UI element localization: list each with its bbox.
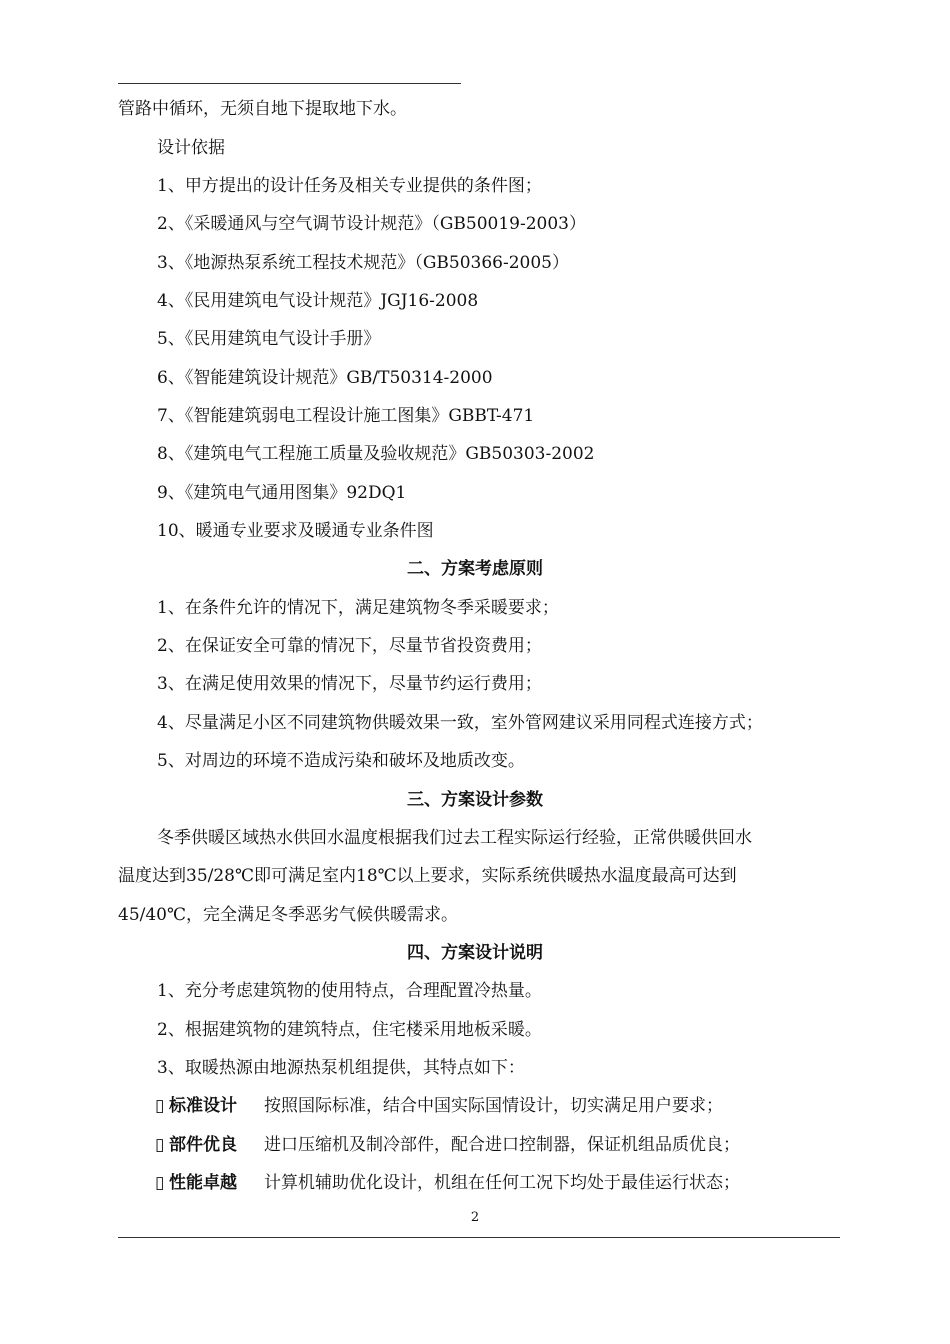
- basis-item: 9、《建筑电气通用图集》92DQ1: [157, 483, 407, 503]
- basis-item: 1、甲方提出的设计任务及相关专业提供的条件图；: [157, 176, 542, 196]
- feature-term: 标准设计: [169, 1096, 237, 1116]
- basis-item: 8、《建筑电气工程施工质量及验收规范》GB50303-2002: [157, 444, 595, 464]
- principle-item: 5、对周边的环境不造成污染和破坏及地质改变。: [157, 751, 525, 771]
- feature-row: [155, 1172, 740, 1194]
- basis-item: 4、《民用建筑电气设计规范》JGJ16-2008: [157, 291, 479, 311]
- parameters-paragraph-line: 45/40℃，完全满足冬季恶劣气候供暖需求。: [118, 905, 459, 925]
- header-rule: [118, 83, 461, 84]
- principle-item: 3、在满足使用效果的情况下，尽量节约运行费用；: [157, 674, 542, 694]
- principle-item: 4、尽量满足小区不同建筑物供暖效果一致，室外管网建议采用同程式连接方式；: [157, 713, 763, 733]
- feature-term: 性能卓越: [169, 1173, 237, 1193]
- page-number: 2: [470, 1210, 480, 1225]
- section-heading-principles: 二、方案考虑原则: [407, 559, 543, 579]
- principle-item: 1、在条件允许的情况下，满足建筑物冬季采暖要求；: [157, 598, 559, 618]
- feature-description: 进口压缩机及制冷部件，配合进口控制器，保证机组品质优良；: [264, 1135, 740, 1155]
- description-item: 3、取暖热源由地源热泵机组提供，其特点如下：: [157, 1058, 525, 1078]
- basis-item: 7、《智能建筑弱电工程设计施工图集》GBBT-471: [157, 406, 535, 426]
- feature-description: 按照国际标准，结合中国实际国情设计，切实满足用户要求；: [264, 1096, 723, 1116]
- footer-rule: [118, 1237, 840, 1238]
- feature-row: [155, 1095, 723, 1117]
- principle-item: 2、在保证安全可靠的情况下，尽量节省投资费用；: [157, 636, 542, 656]
- basis-item: 10、暖通专业要求及暖通专业条件图: [157, 521, 434, 541]
- basis-item: 3、《地源热泵系统工程技术规范》（GB50366-2005）: [157, 253, 569, 273]
- intro-continuation: 管路中循环，无须自地下提取地下水。: [118, 99, 407, 119]
- parameters-paragraph-line: 温度达到35/28℃即可满足室内18℃以上要求，实际系统供暖热水温度最高可达到: [118, 866, 737, 886]
- bullet-icon: ▯: [155, 1135, 165, 1155]
- description-item: 2、根据建筑物的建筑特点，住宅楼采用地板采暖。: [157, 1020, 542, 1040]
- feature-row: [155, 1134, 740, 1156]
- parameters-paragraph-line: 冬季供暖区域热水供回水温度根据我们过去工程实际运行经验，正常供暖供回水: [157, 828, 752, 848]
- bullet-icon: ▯: [155, 1173, 165, 1193]
- section-heading-description: 四、方案设计说明: [407, 943, 543, 963]
- section-heading-parameters: 三、方案设计参数: [407, 790, 543, 810]
- bullet-icon: ▯: [155, 1096, 165, 1116]
- basis-item: 5、《民用建筑电气设计手册》: [157, 329, 381, 349]
- description-item: 1、充分考虑建筑物的使用特点，合理配置冷热量。: [157, 981, 542, 1001]
- feature-description: 计算机辅助优化设计，机组在任何工况下均处于最佳运行状态；: [264, 1173, 740, 1193]
- basis-item: 6、《智能建筑设计规范》GB/T50314-2000: [157, 368, 493, 388]
- basis-title: 设计依据: [157, 138, 225, 158]
- feature-term: 部件优良: [169, 1135, 237, 1155]
- basis-item: 2、《采暖通风与空气调节设计规范》（GB50019-2003）: [157, 214, 586, 234]
